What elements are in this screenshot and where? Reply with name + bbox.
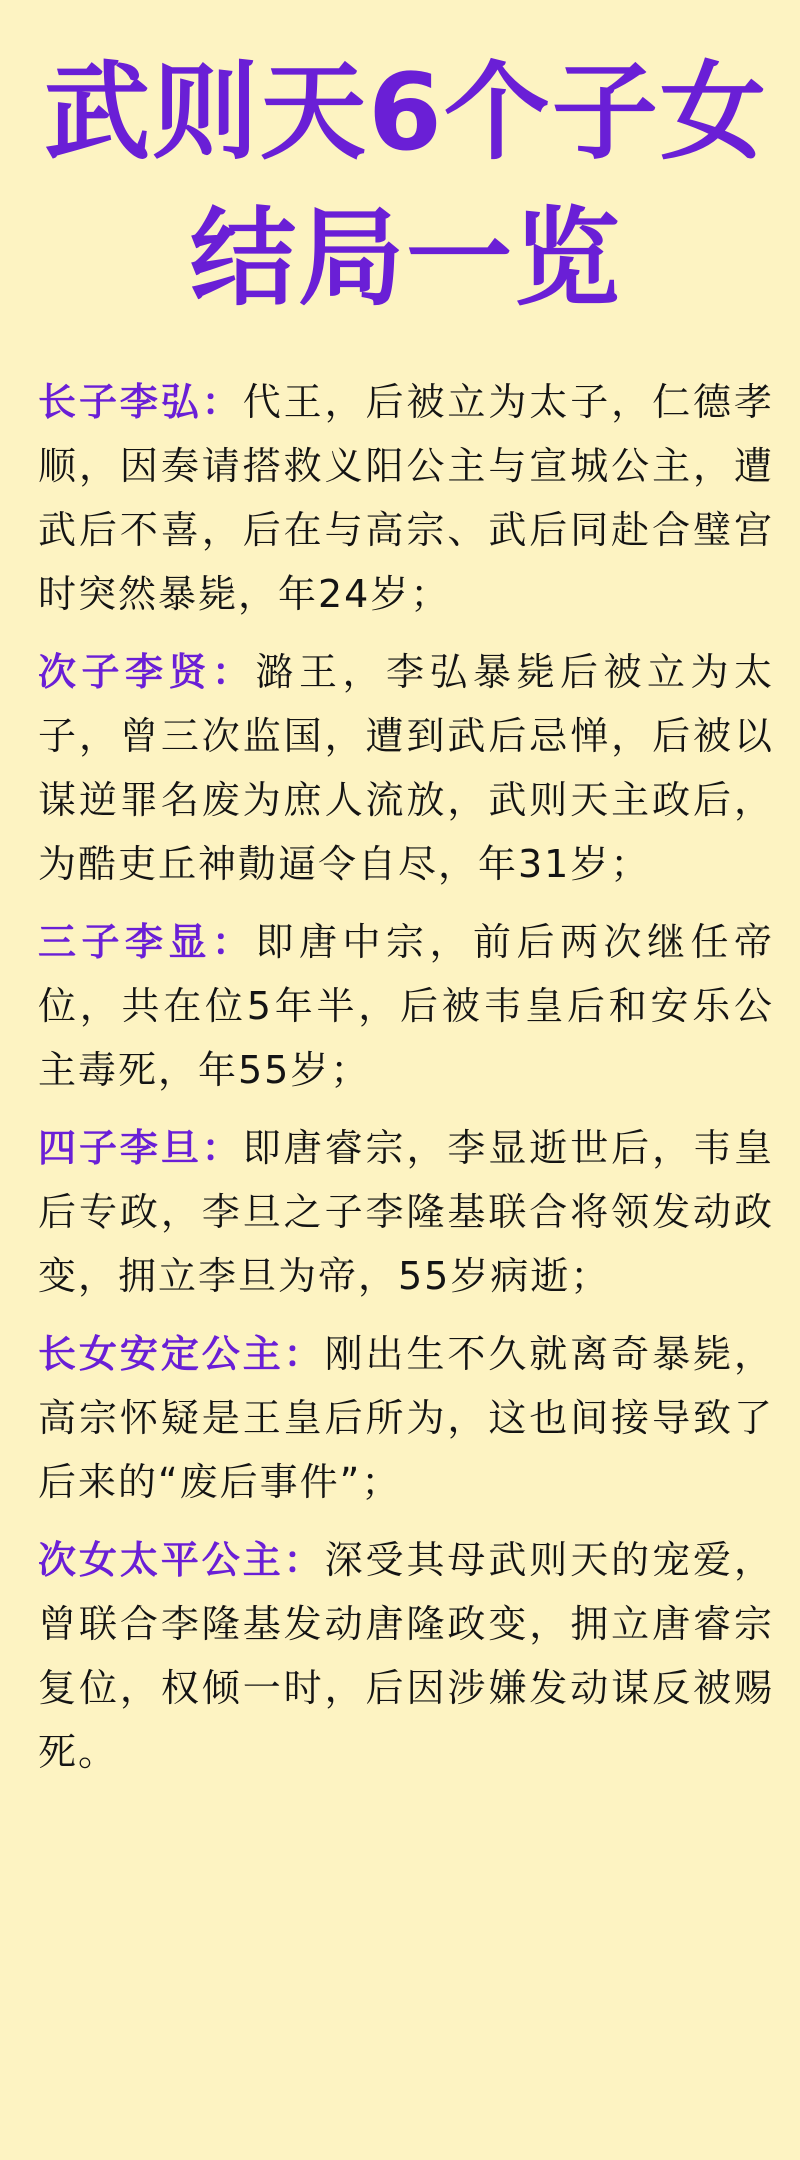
entry-name: 次女太平公主： — [38, 1538, 325, 1582]
entry-second-daughter — [38, 1528, 774, 1784]
entry-name: 四子李旦： — [38, 1126, 243, 1170]
entry-text: 即唐睿宗，李显逝世后，韦皇后专政，李旦之子李隆基联合将领发动政变，拥立李旦为帝，55岁病逝； — [38, 1126, 774, 1298]
entry-eldest-son — [38, 370, 774, 626]
title-line-1: 武则天6个子女 — [44, 51, 768, 174]
entry-name: 长女安定公主： — [38, 1332, 325, 1376]
entry-name: 长子李弘： — [38, 380, 243, 424]
entry-text: 刚出生不久就离奇暴毙，高宗怀疑是王皇后所为，这也间接导致了后来的“废后事件”； — [38, 1332, 774, 1504]
entry-third-son — [38, 910, 774, 1102]
entry-eldest-daughter — [38, 1322, 774, 1514]
entry-fourth-son — [38, 1116, 774, 1308]
entry-name: 三子李显： — [38, 920, 256, 964]
title-line-2: 结局一览 — [190, 197, 622, 320]
children-list — [38, 370, 774, 1784]
entry-text: 深受其母武则天的宠爱，曾联合李隆基发动唐隆政变，拥立唐睿宗复位，权倾一时，后因涉嫌发动谋反被赐死。 — [38, 1538, 774, 1774]
entry-second-son — [38, 640, 774, 896]
entry-text: 潞王，李弘暴毙后被立为太子，曾三次监国，遭到武后忌惮，后被以谋逆罪名废为庶人流放，武则天主政后，为酷吏丘神勣逼令自尽，年31岁； — [38, 650, 774, 886]
entry-text: 代王，后被立为太子，仁德孝顺，因奏请搭救义阳公主与宣城公主，遭武后不喜，后在与高宗、武后同赴合璧宫时突然暴毙，年24岁； — [38, 380, 774, 616]
entry-text: 即唐中宗，前后两次继任帝位，共在位5年半，后被韦皇后和安乐公主毒死，年55岁； — [38, 920, 774, 1092]
entry-name: 次子李贤： — [38, 650, 256, 694]
page-title — [38, 0, 774, 332]
